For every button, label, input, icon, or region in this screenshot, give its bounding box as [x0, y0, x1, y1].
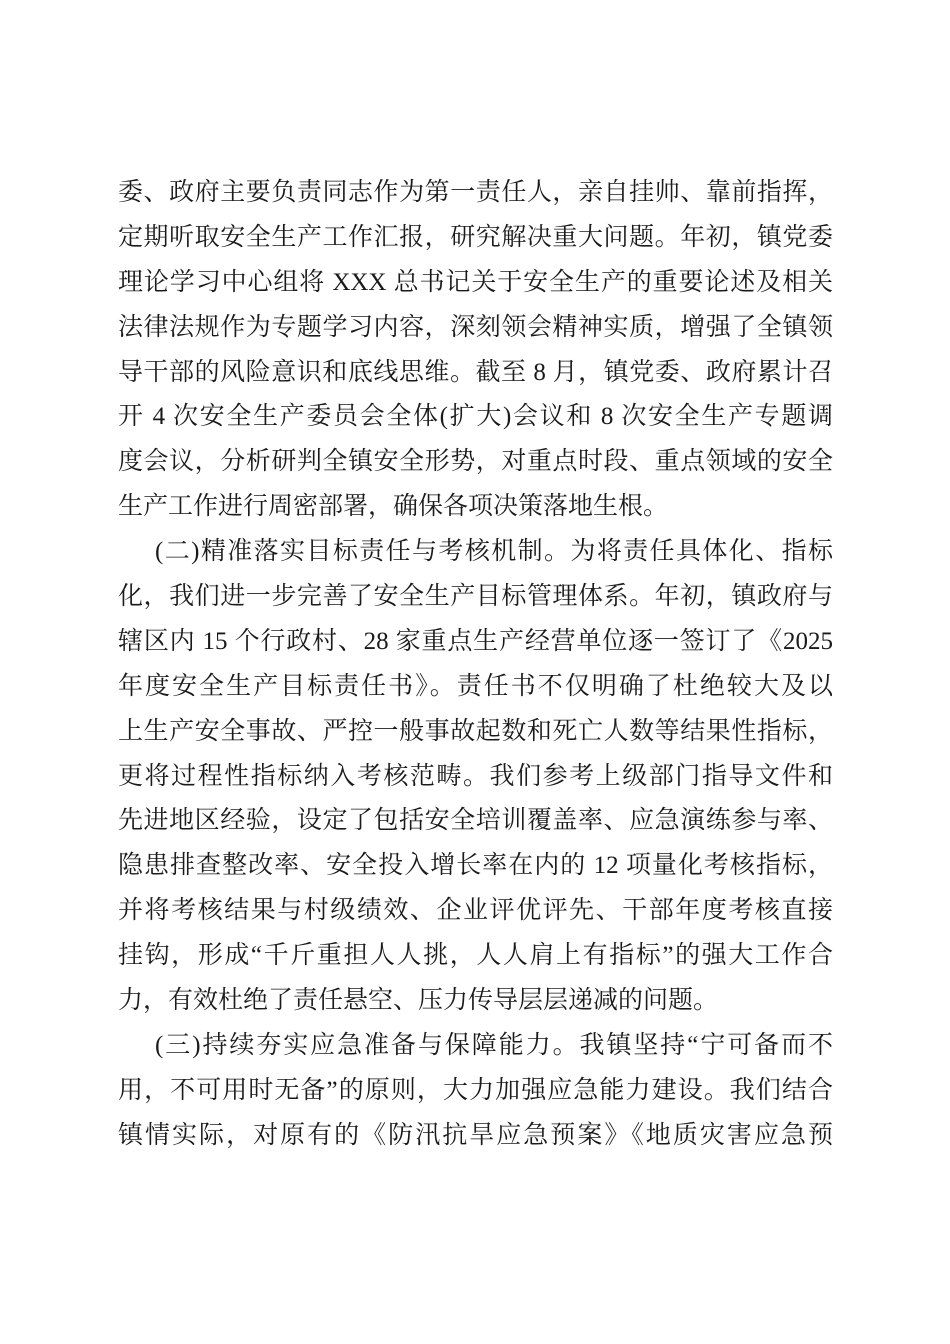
text-line: 辖区内 15 个行政村、28 家重点生产经营单位逐一签订了《2025	[118, 627, 833, 655]
text-line: 开 4 次安全生产委员会全体(扩大)会议和 8 次安全生产专题调	[118, 403, 833, 431]
text-line: 导干部的风险意识和底线思维。截至 8 月，镇党委、政府累计召	[118, 358, 833, 386]
text-line: 上生产安全事故、严控一般事故起数和死亡人数等结果性指标，	[118, 717, 833, 745]
text-line: 更将过程性指标纳入考核范畴。我们参考上级部门指导文件和	[118, 762, 833, 790]
text-line: 委、政府主要负责同志作为第一责任人，亲自挂帅、靠前指挥，	[118, 179, 833, 206]
text-line: 隐患排查整改率、安全投入增长率在内的 12 项量化考核指标，	[118, 852, 833, 880]
text-line: 镇情实际，对原有的《防汛抗旱应急预案》《地质灾害应急预	[118, 1121, 833, 1149]
text-line: 生产工作进行周密部署，确保各项决策落地生根。	[118, 493, 669, 521]
section-heading-line: (三)持续夯实应急准备与保障能力。我镇坚持“宁可备而不	[155, 1031, 833, 1059]
text-line: 力，有效杜绝了责任悬空、压力传导层层递减的问题。	[118, 987, 719, 1015]
section-heading-line: (二)精准落实目标责任与考核机制。为将责任具体化、指标	[155, 538, 833, 566]
text-line: 度会议，分析研判全镇安全形势，对重点时段、重点领域的安全	[118, 448, 833, 476]
text-line: 化，我们进一步完善了安全生产目标管理体系。年初，镇政府与	[118, 583, 833, 611]
text-line: 定期听取安全生产工作汇报，研究解决重大问题。年初，镇党委	[118, 223, 833, 251]
text-line: 法律法规作为专题学习内容，深刻领会精神实质，增强了全镇领	[118, 313, 833, 341]
text-line: 挂钩，形成“千斤重担人人挑，人人肩上有指标”的强大工作合	[118, 942, 833, 970]
text-line: 理论学习中心组将 XXX 总书记关于安全生产的重要论述及相关	[118, 268, 833, 296]
document-body-text	[118, 171, 833, 1159]
text-line: 并将考核结果与村级绩效、企业评优评先、干部年度考核直接	[118, 897, 833, 925]
text-line: 先进地区经验，设定了包括安全培训覆盖率、应急演练参与率、	[118, 807, 833, 835]
text-line: 年度安全生产目标责任书》。责任书不仅明确了杜绝较大及以	[118, 672, 833, 700]
text-line: 用，不可用时无备”的原则，大力加强应急能力建设。我们结合	[118, 1076, 833, 1104]
